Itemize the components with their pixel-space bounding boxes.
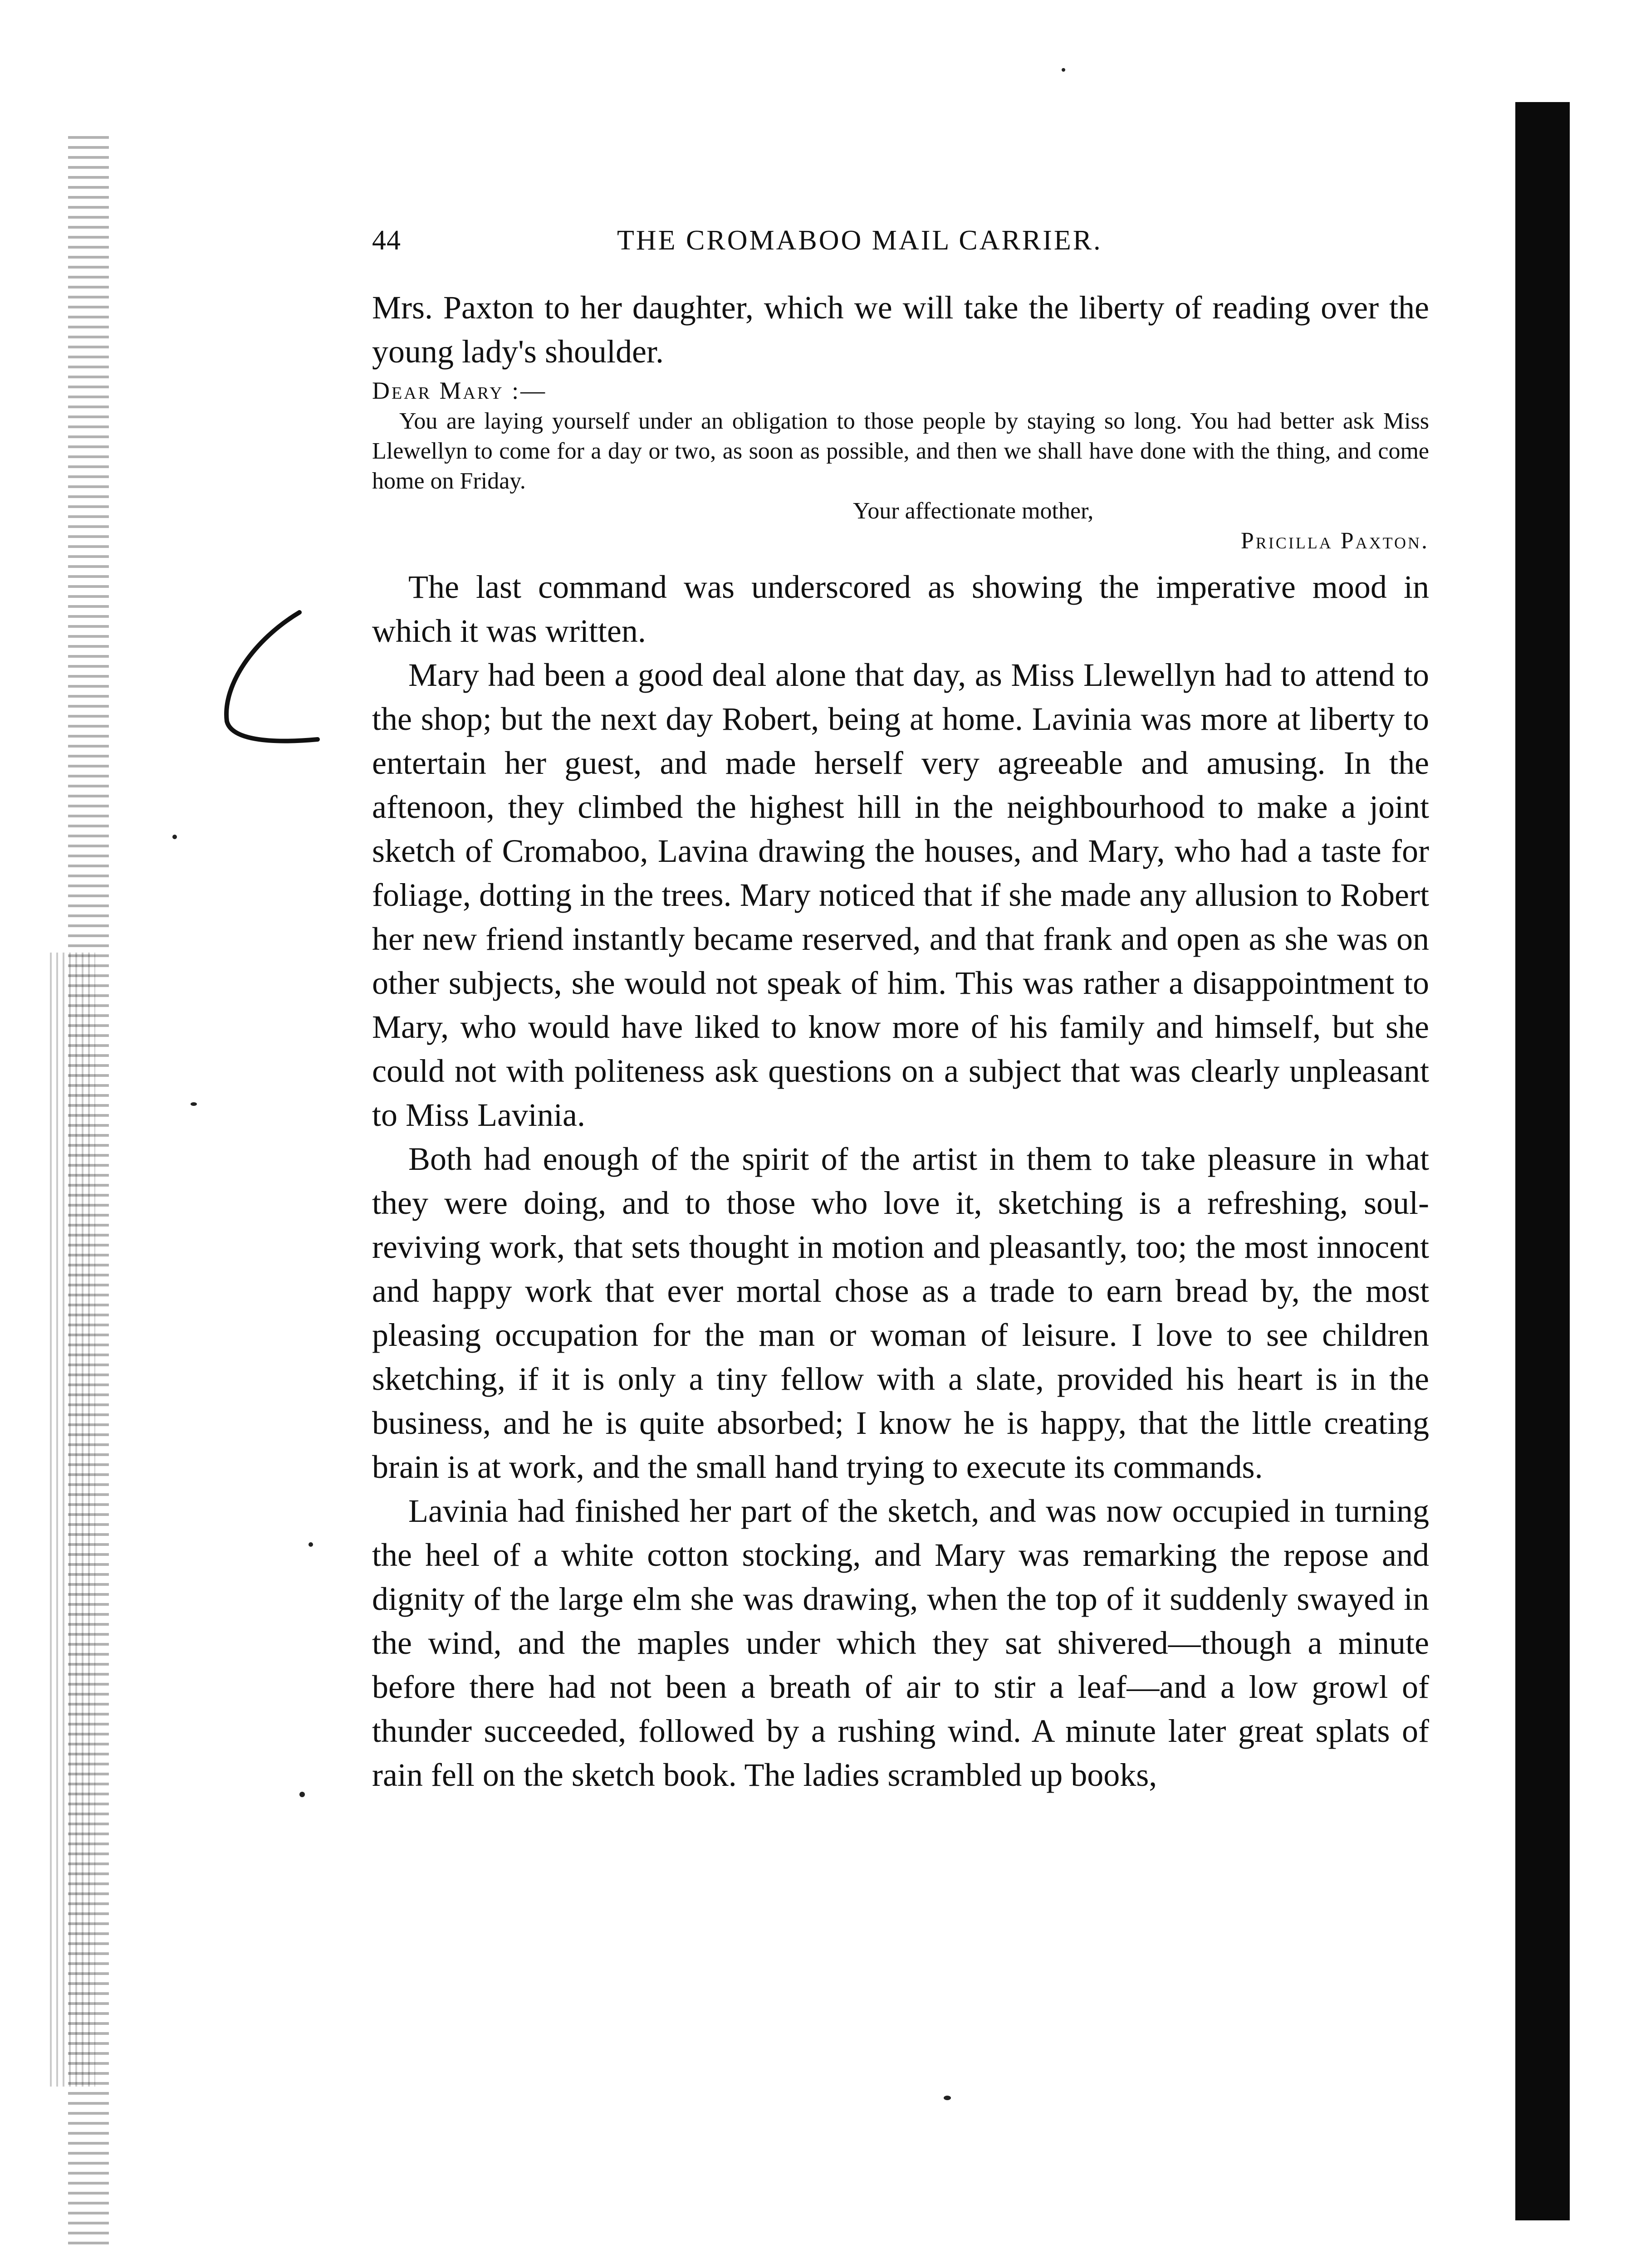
letter-body: You are laying yourself under an obligation to those people by staying so long. You had better ask Miss Llewellyn to come for a day or two, as soon as possible, and then we shall have done with the thing, and come home on Friday. <box>372 408 1429 494</box>
opening-paragraph: Mrs. Paxton to her daughter, which we will take the liberty of reading over the young lady's shoulder. <box>372 289 1429 370</box>
letter-salutation: Dear Mary :— <box>372 377 547 404</box>
page-edge-shadow <box>1515 102 1570 2220</box>
paragraph: The last command was underscored as showing the imperative mood in which it was written. <box>372 569 1429 649</box>
quoted-letter <box>372 376 1429 556</box>
page-number: 44 <box>372 225 401 256</box>
paragraph: Lavinia had finished her part of the sketch, and was now occupied in turning the heel of a white cotton stocking, and Mary was remarking the repose and dignity of the large elm she was drawing, when the top of it suddenly swayed in the wind, and the maples under which they sat shivered—though a minute before there had not been a breath of air to stir a leaf—and a low growl of thunder succeeded, followed by a rushing wind. A minute later great splats of rain fell on the sketch book. The ladies scrambled up books, <box>372 1493 1429 1793</box>
paragraph: Both had enough of the spirit of the artist in them to take pleasure in what they were doing, and to those who love it, sketching is a refreshing, soul-reviving work, that sets thought in motion and pleasantly, too; the most innocent and happy work that ever mortal chose as a trade to earn bread by, the most pleasing occupation for the man or woman of leisure. I love to see children sketching, if it is only a tiny fellow with a slate, provided his heart is in the business, and he is quite absorbed; I know he is happy, that the little creating brain is at work, and the small hand trying to execute its commands. <box>372 1141 1429 1485</box>
pencil-bracket-mark <box>213 603 327 753</box>
running-title: THE CROMABOO MAIL CARRIER. <box>617 225 1102 256</box>
binding-edge-shadow <box>50 953 95 2087</box>
paragraph: Mary had been a good deal alone that day, as Miss Llewellyn had to attend to the shop; but the next day Robert, being at home. Lavinia was more at liberty to entertain her guest, and made herself very agreeable and amusing. In the aftenoon, they climbed the highest hill in the neighbourhood to make a joint sketch of Cromaboo, Lavina drawing the houses, and Mary, who had a taste for foliage, dotting in the trees. Mary noticed that if she made any allusion to Robert her new friend instantly became reserved, and that frank and open as she was on other subjects, she would not speak of him. This was rather a disappointment to Mary, who would have liked to know more of his family and himself, but she could not with politeness ask questions on a subject that was clearly unpleasant to Miss Lavinia. <box>372 657 1429 1133</box>
letter-signature: Pricilla Paxton. <box>1240 528 1429 554</box>
letter-closing: Your affectionate mother, <box>853 498 1094 524</box>
main-text <box>372 286 1429 1797</box>
